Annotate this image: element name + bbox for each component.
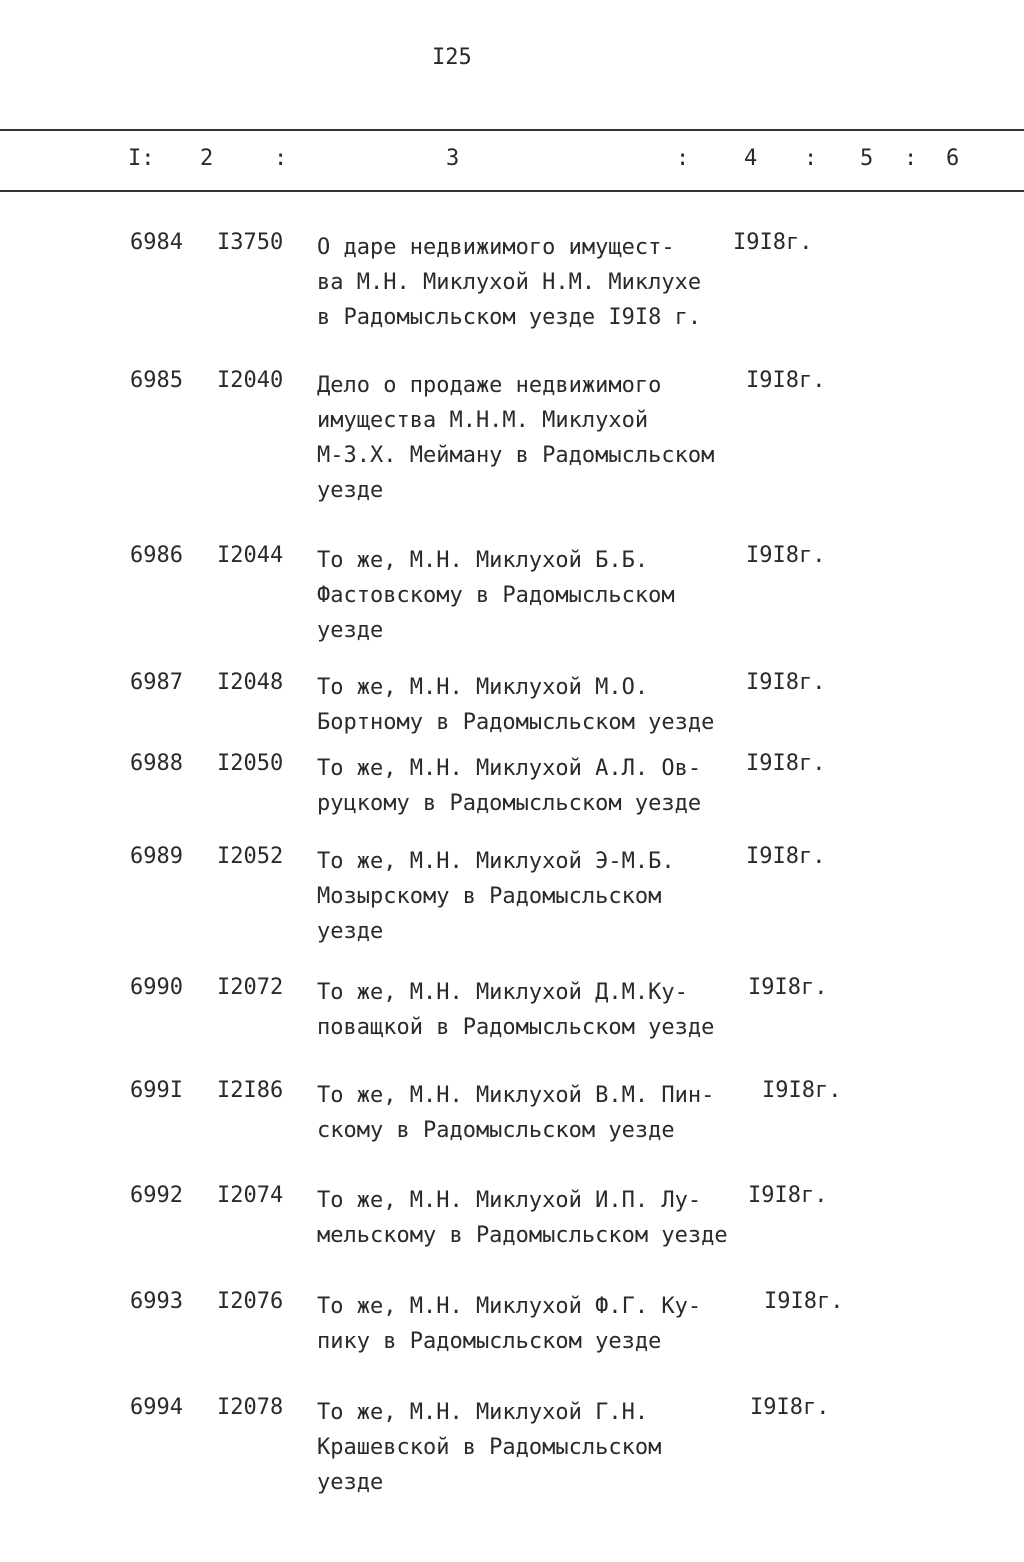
record-description	[317, 230, 701, 335]
record-number: 699I	[130, 1078, 183, 1103]
description-line: То же, М.Н. Миклухой В.М. Пин-	[317, 1083, 715, 1108]
archive-code: I2050	[217, 751, 284, 776]
description-line: Мозырскому в Радомысльском	[317, 884, 662, 909]
record-description	[317, 975, 714, 1045]
description-line: уезде	[317, 478, 384, 503]
column-separator: :	[676, 146, 690, 171]
record-year: I9I8г.	[733, 230, 813, 255]
record-description	[317, 751, 701, 821]
description-line: Бортному в Радомысльском уезде	[317, 710, 715, 735]
description-line: скому в Радомысльском уезде	[317, 1118, 675, 1143]
description-line: уезде	[317, 1470, 384, 1495]
record-year: I9I8г.	[762, 1078, 842, 1103]
archive-code: I2044	[217, 543, 284, 568]
record-year: I9I8г.	[746, 670, 826, 695]
column-separator: :	[904, 146, 918, 171]
record-number: 6984	[130, 230, 183, 255]
record-description	[317, 1289, 701, 1359]
record-number: 6987	[130, 670, 183, 695]
column-header-label: 2	[200, 146, 214, 171]
column-header-label: I:	[128, 146, 155, 171]
archive-code: I2072	[217, 975, 284, 1000]
record-number: 6986	[130, 543, 183, 568]
description-line: Дело о продаже недвижимого	[317, 373, 662, 398]
record-year: I9I8г.	[746, 844, 826, 869]
description-line: в Радомысльском уезде I9I8 г.	[317, 305, 702, 330]
archive-code: I2I86	[217, 1078, 284, 1103]
column-header-label: 3	[446, 146, 460, 171]
record-number: 6988	[130, 751, 183, 776]
record-year: I9I8г.	[746, 543, 826, 568]
record-description	[317, 670, 714, 740]
description-line: Крашевской в Радомысльском	[317, 1435, 662, 1460]
record-description	[317, 368, 714, 508]
record-year: I9I8г.	[750, 1395, 830, 1420]
description-line: То же, М.Н. Миклухой Д.М.Ку-	[317, 980, 688, 1005]
record-number: 6993	[130, 1289, 183, 1314]
record-number: 6992	[130, 1183, 183, 1208]
archive-code: I2052	[217, 844, 284, 869]
description-line: поващкой в Радомысльском уезде	[317, 1015, 715, 1040]
archive-code: I2040	[217, 368, 284, 393]
archive-code: I2078	[217, 1395, 284, 1420]
description-line: уезде	[317, 919, 384, 944]
archive-code: I3750	[217, 230, 284, 255]
record-description	[317, 1183, 728, 1253]
description-line: пику в Радомысльском уезде	[317, 1329, 662, 1354]
record-number: 6990	[130, 975, 183, 1000]
record-number: 6985	[130, 368, 183, 393]
description-line: Фастовскому в Радомысльском	[317, 583, 675, 608]
column-separator: :	[804, 146, 818, 171]
record-year: I9I8г.	[746, 368, 826, 393]
description-line: М-З.Х. Мейману в Радомысльском	[317, 443, 715, 468]
header-top-rule	[0, 129, 1024, 131]
record-number: 6994	[130, 1395, 183, 1420]
column-header-label: 6	[946, 146, 960, 171]
archive-code: I2048	[217, 670, 284, 695]
description-line: руцкому в Радомысльском уезде	[317, 791, 702, 816]
record-description	[317, 543, 675, 648]
column-separator: :	[274, 146, 288, 171]
record-year: I9I8г.	[748, 975, 828, 1000]
description-line: О даре недвижимого имущест-	[317, 235, 675, 260]
record-description	[317, 844, 675, 949]
description-line: То же, М.Н. Миклухой Б.Б.	[317, 548, 649, 573]
description-line: имущества М.Н.М. Миклухой	[317, 408, 649, 433]
record-number: 6989	[130, 844, 183, 869]
record-description	[317, 1395, 661, 1500]
record-year: I9I8г.	[764, 1289, 844, 1314]
archive-code: I2076	[217, 1289, 284, 1314]
record-year: I9I8г.	[748, 1183, 828, 1208]
description-line: То же, М.Н. Миклухой Э-М.Б.	[317, 849, 675, 874]
description-line: ва М.Н. Миклухой Н.М. Миклухе	[317, 270, 702, 295]
description-line: мельскому в Радомысльском уезде	[317, 1223, 728, 1248]
record-description	[317, 1078, 714, 1148]
column-header-label: 5	[860, 146, 874, 171]
description-line: То же, М.Н. Миклухой Г.Н.	[317, 1400, 649, 1425]
column-header-label: 4	[744, 146, 758, 171]
record-year: I9I8г.	[746, 751, 826, 776]
description-line: То же, М.Н. Миклухой И.П. Лу-	[317, 1188, 702, 1213]
header-bottom-rule	[0, 190, 1024, 192]
archive-code: I2074	[217, 1183, 284, 1208]
description-line: То же, М.Н. Миклухой Ф.Г. Ку-	[317, 1294, 702, 1319]
description-line: уезде	[317, 618, 384, 643]
page-number: I25	[432, 45, 472, 70]
description-line: То же, М.Н. Миклухой А.Л. Ов-	[317, 756, 702, 781]
description-line: То же, М.Н. Миклухой М.О.	[317, 675, 649, 700]
